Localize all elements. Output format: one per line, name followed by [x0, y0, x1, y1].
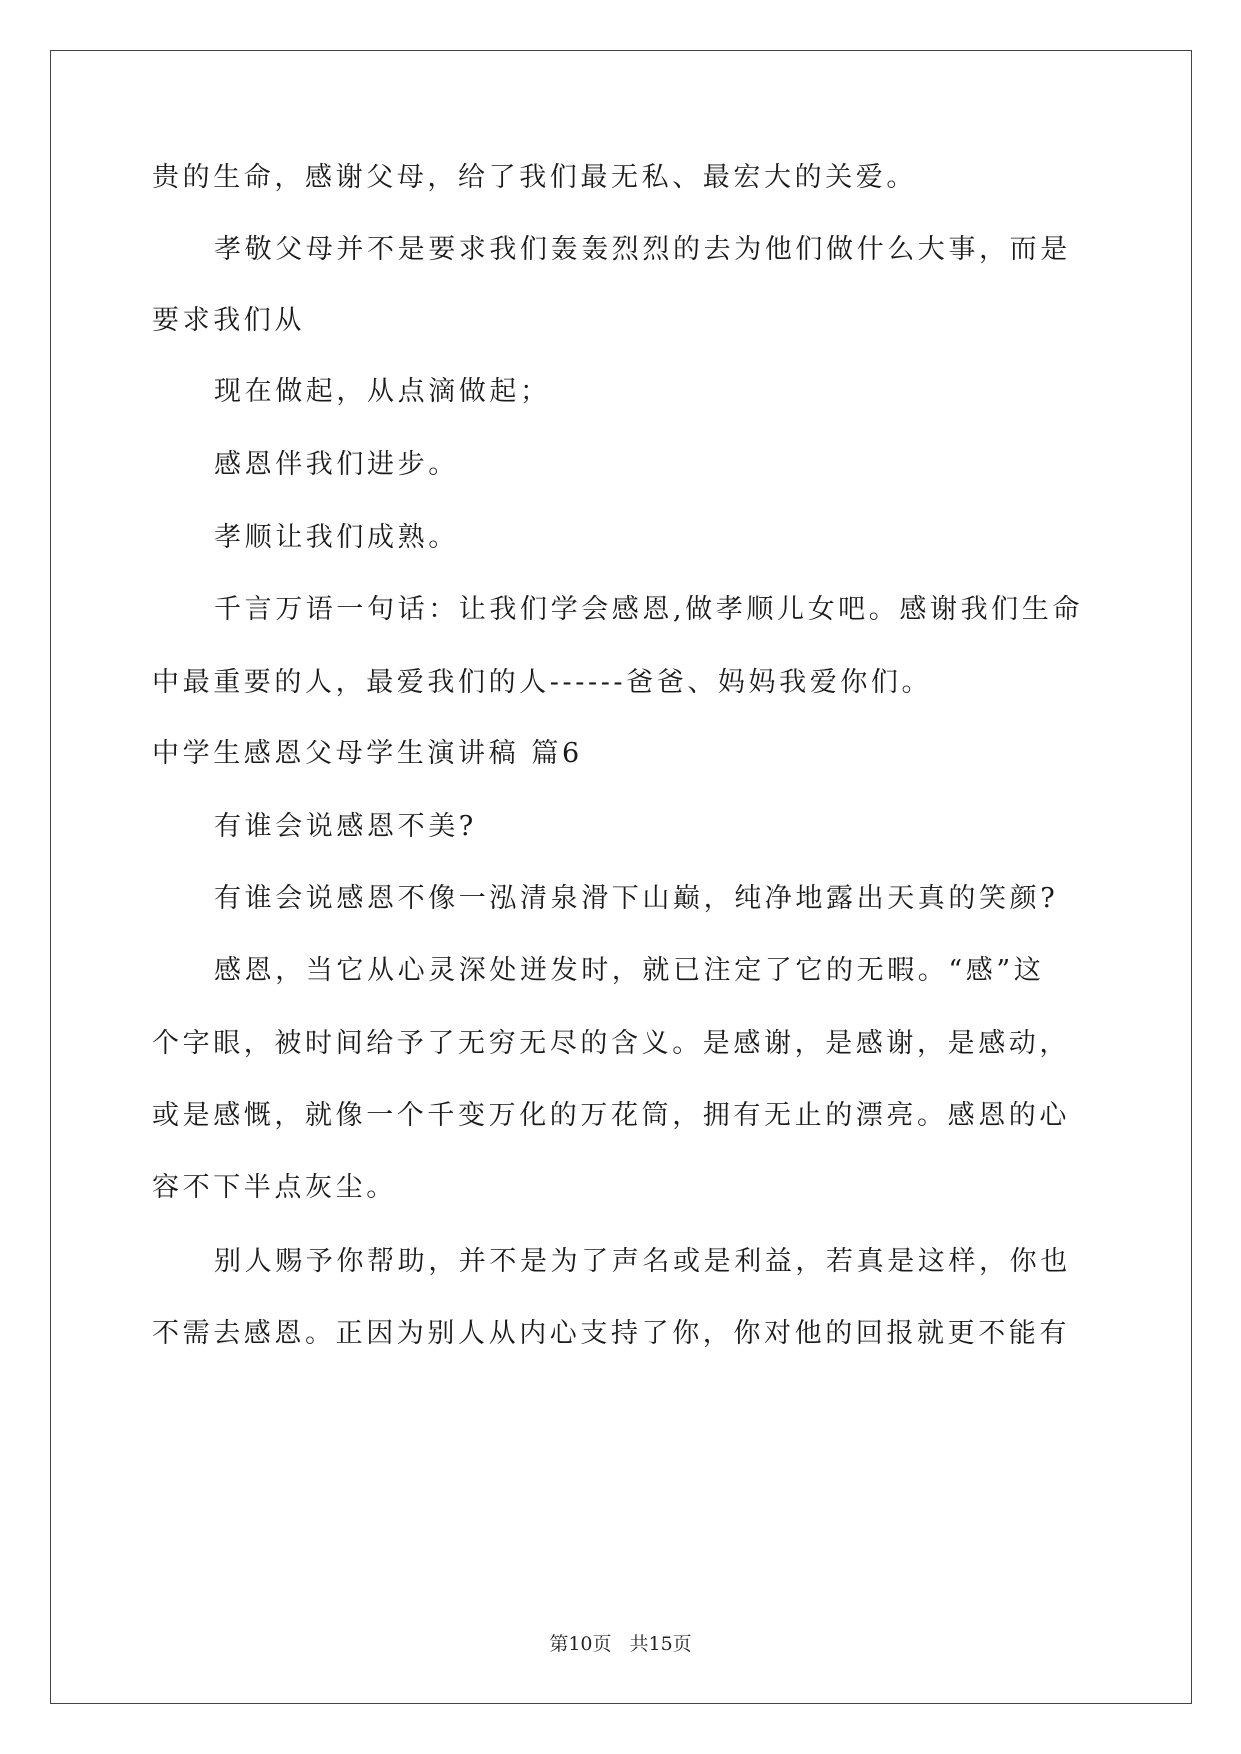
- text-line-13: 个字眼，被时间给予了无穷无尽的含义。是感谢，是感谢，是感动，: [152, 1028, 1070, 1059]
- page-footer: [0, 1632, 1241, 1656]
- text-line-3: 要求我们从: [152, 305, 305, 336]
- section-heading: 中学生感恩父母学生演讲稿 篇6: [152, 738, 583, 769]
- text-line-6: 孝顺让我们成熟。: [214, 522, 459, 553]
- text-line-8: 中最重要的人，最爱我们的人------爸爸、妈妈我爱你们。: [152, 667, 933, 698]
- text-line-7: 千言万语一句话：让我们学会感恩,做孝顺儿女吧。感谢我们生命: [214, 594, 1083, 625]
- text-line-15: 容不下半点灰尘。: [152, 1172, 397, 1203]
- text-line-17: 不需去感恩。正因为别人从内心支持了你，你对他的回报就更不能有: [152, 1318, 1070, 1349]
- text-line-4: 现在做起，从点滴做起；: [214, 376, 551, 407]
- page-border: [50, 50, 1192, 1704]
- text-line-14: 或是感慨，就像一个千变万化的万花筒，拥有无止的漂亮。感恩的心: [152, 1100, 1070, 1131]
- page-number: 第10页: [549, 1633, 612, 1655]
- text-line-11: 有谁会说感恩不像一泓清泉滑下山巅，纯净地露出天真的笑颜?: [214, 883, 1059, 914]
- text-line-1: 贵的生命，感谢父母，给了我们最无私、最宏大的关爱。: [152, 162, 917, 193]
- text-line-2: 孝敬父母并不是要求我们轰轰烈烈的去为他们做什么大事，而是: [214, 234, 1071, 265]
- text-line-5: 感恩伴我们进步。: [214, 449, 459, 480]
- text-line-16: 别人赐予你帮助，并不是为了声名或是利益，若真是这样，你也: [214, 1246, 1071, 1277]
- page-total: 共15页: [629, 1633, 692, 1655]
- text-line-10: 有谁会说感恩不美?: [214, 811, 477, 842]
- text-line-12: 感恩，当它从心灵深处迸发时，就已注定了它的无暇。“感”这: [214, 955, 1045, 986]
